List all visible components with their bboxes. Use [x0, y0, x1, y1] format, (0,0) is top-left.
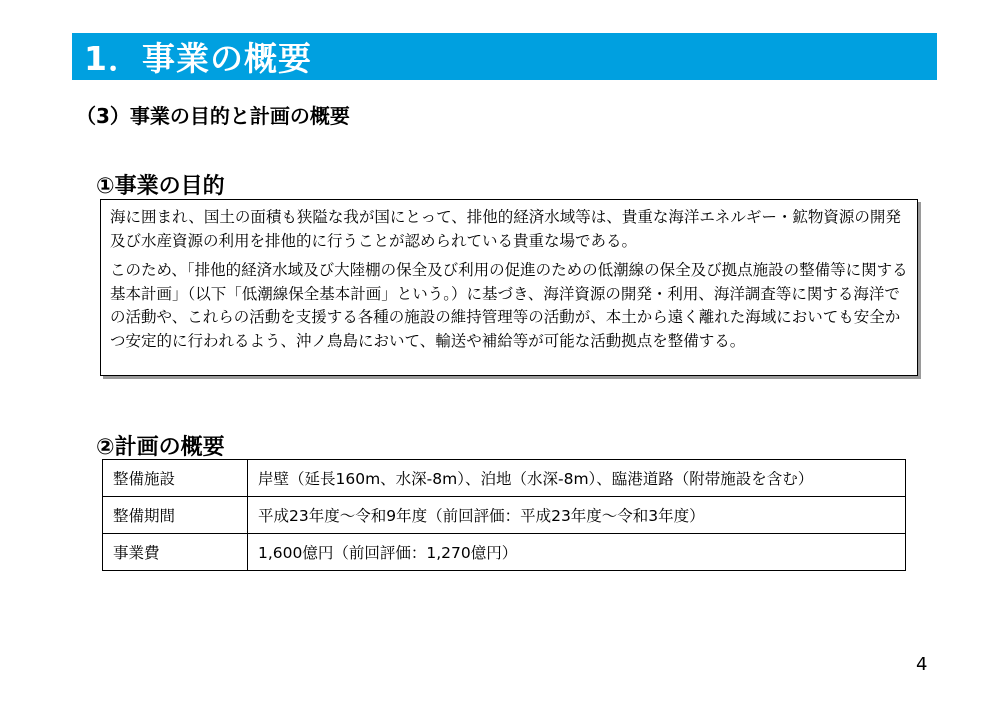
period-value: 平成23年度～令和9年度（前回評価：平成23年度～令和3年度）: [248, 497, 906, 534]
plan-table: [102, 459, 906, 571]
cost-value: 1,600億円（前回評価：1,270億円）: [248, 534, 906, 571]
table-row: [103, 534, 906, 571]
page-number: 4: [916, 654, 928, 675]
table-row: [103, 497, 906, 534]
purpose-paragraph-2: このため、「排他的経済水域及び大陸棚の保全及び利用の促進のための低潮線の保全及び拠点施設の整備等に関する基本計画」（以下「低潮線保全基本計画」という。）に基づき、海洋資源の開発・利用、海洋調査等に関する海洋での活動や、これらの活動を支援する各種の施設の維持管理等の活動が、本土から遠く離れた海域においても安全かつ安定的に行われるよう、沖ノ鳥島において、輸送や補給等が可能な活動拠点を整備する。: [110, 261, 908, 350]
purpose-paragraph-1: 海に囲まれ、国土の面積も狭隘な我が国にとって、排他的経済水域等は、貴重な海洋エネルギー・鉱物資源の開発及び水産資源の利用を排他的に行うことが認められている貴重な場である。: [110, 208, 901, 250]
title-bar: [72, 33, 937, 80]
facility-value: 岸壁（延長160m、水深-8m）、泊地（水深-8m）、臨港道路（附帯施設を含む）: [248, 460, 906, 497]
page-title: 1．事業の概要: [84, 39, 312, 78]
purpose-heading: ①事業の目的: [96, 174, 225, 199]
table-row: [103, 460, 906, 497]
period-label: 整備期間: [103, 497, 248, 534]
section-subtitle: （3）事業の目的と計画の概要: [76, 104, 350, 128]
facility-label: 整備施設: [103, 460, 248, 497]
purpose-text-box: [100, 199, 918, 376]
cost-label: 事業費: [103, 534, 248, 571]
plan-heading: ②計画の概要: [96, 435, 225, 460]
